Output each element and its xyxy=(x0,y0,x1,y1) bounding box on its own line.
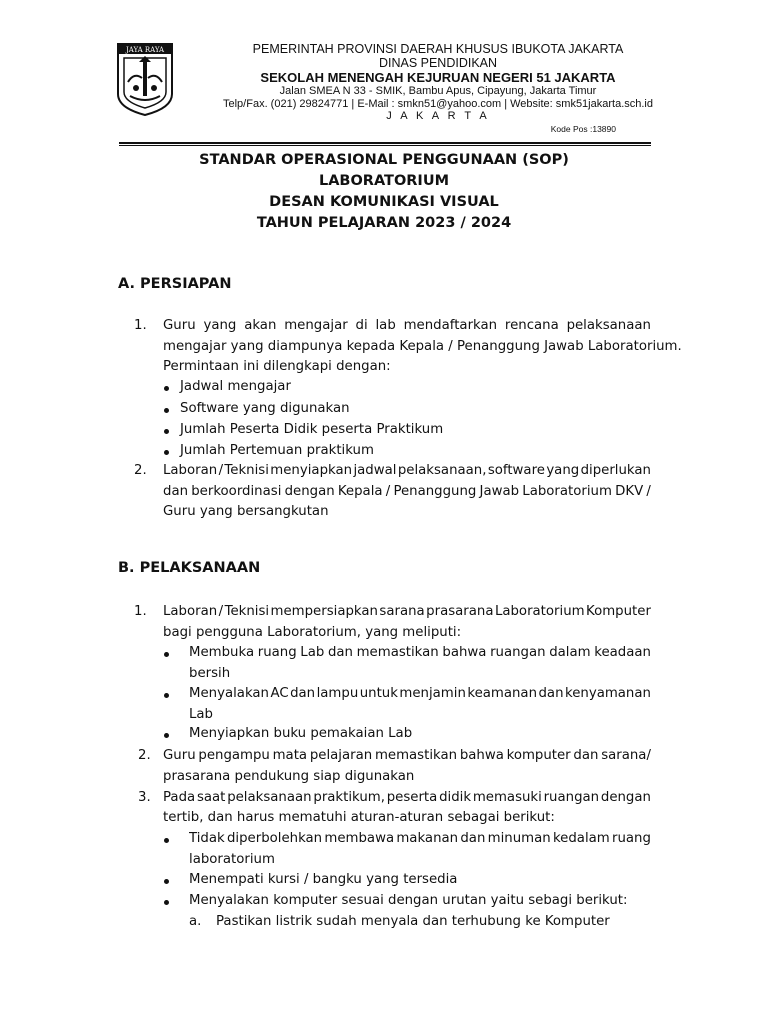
list-item: Tidak diperbolehkan membawa makanan dan minuman kedalam ruang xyxy=(189,831,651,846)
paragraph-line: Permintaan ini dilengkapi dengan: xyxy=(163,359,391,374)
list-number: 1. xyxy=(134,604,147,619)
paragraph-line: mengajar yang diampunya kepada Kepala / Penanggung Jawab Laboratorium. xyxy=(163,339,682,354)
list-item: Menyiapkan buku pemakaian Lab xyxy=(189,726,413,741)
paragraph-line: Laboran / Teknisi menyiapkan jadwal pelaksanaan, software yang diperlukan xyxy=(163,463,651,478)
paragraph-line: bagi pengguna Laboratorium, yang meliputi: xyxy=(163,625,462,640)
bullet-icon xyxy=(164,429,169,434)
list-item: Jumlah Pertemuan praktikum xyxy=(180,443,374,458)
list-item: Menyalakan komputer sesuai dengan urutan yaitu sebagi berikut: xyxy=(189,893,628,908)
letterhead-postal-code: Kode Pos :13890 xyxy=(550,124,616,134)
list-number: 2. xyxy=(134,463,147,478)
document-title-line-1: STANDAR OPERASIONAL PENGGUNAAN (SOP) xyxy=(199,152,569,168)
list-item: Menempati kursi / bangku yang tersedia xyxy=(189,872,458,887)
paragraph-line: Laboran / Teknisi mempersiapkan sarana prasarana Laboratorium Komputer xyxy=(163,604,651,619)
bullet-icon xyxy=(164,838,169,843)
paragraph-line: Pada saat pelaksanaan praktikum, peserta didik memasuki ruangan dengan xyxy=(163,790,651,805)
bullet-icon xyxy=(164,450,169,455)
sub-list-item: Pastikan listrik sudah menyala dan terhubung ke Komputer xyxy=(216,914,610,929)
list-item-continuation: laboratorium xyxy=(189,852,275,867)
paragraph-line: tertib, dan harus mematuhi aturan-aturan sebagai berikut: xyxy=(163,810,555,825)
document-title-line-3: DESAN KOMUNIKASI VISUAL xyxy=(269,194,499,210)
bullet-icon xyxy=(164,879,169,884)
bullet-icon xyxy=(164,408,169,413)
list-number: 3. xyxy=(138,790,151,805)
letterhead-contact: Telp/Fax. (021) 29824771 | E-Mail : smkn51@yahoo.com | Website: smk51jakarta.sch.id xyxy=(223,98,653,110)
list-item: Software yang digunakan xyxy=(180,401,350,416)
list-number: 1. xyxy=(134,318,147,333)
paragraph-line: Guru yang bersangkutan xyxy=(163,504,329,519)
letterhead-school-name: SEKOLAH MENENGAH KEJURUAN NEGERI 51 JAKARTA xyxy=(260,70,616,85)
bullet-icon xyxy=(164,386,169,391)
bullet-icon xyxy=(164,900,169,905)
section-a-heading: A. PERSIAPAN xyxy=(118,276,232,292)
document-title-line-2: LABORATORIUM xyxy=(318,173,450,189)
bullet-icon xyxy=(164,693,169,698)
paragraph-line: Guru pengampu mata pelajaran memastikan bahwa komputer dan sarana/ xyxy=(163,748,651,763)
bullet-icon xyxy=(164,652,169,657)
list-item: Jadwal mengajar xyxy=(180,379,291,394)
paragraph-line: prasarana pendukung siap digunakan xyxy=(163,769,415,784)
section-b-heading: B. PELAKSANAAN xyxy=(118,560,261,576)
list-item: Jumlah Peserta Didik peserta Praktikum xyxy=(180,422,444,437)
list-item-continuation: Lab xyxy=(189,707,213,722)
list-number: 2. xyxy=(138,748,151,763)
sub-list-letter: a. xyxy=(189,914,202,929)
jakarta-emblem-logo xyxy=(116,42,174,117)
letterhead-city: J A K A R T A xyxy=(386,110,490,122)
letterhead-rule-thin xyxy=(119,145,651,146)
letterhead-rule-thick xyxy=(119,142,651,144)
document-title-line-4: TAHUN PELAJARAN 2023 / 2024 xyxy=(256,215,512,231)
svg-text:JAYA RAYA: JAYA RAYA xyxy=(125,46,165,54)
list-item: Menyalakan AC dan lampu untuk menjamin keamanan dan kenyamanan xyxy=(189,686,651,701)
letterhead-department: DINAS PENDIDIKAN xyxy=(378,56,498,70)
paragraph-line: Guru yang akan mengajar di lab mendaftarkan rencana pelaksanaan xyxy=(163,318,651,333)
bullet-icon xyxy=(164,733,169,738)
paragraph-line: dan berkoordinasi dengan Kepala / Penanggung Jawab Laboratorium DKV / xyxy=(163,484,651,499)
list-item: Membuka ruang Lab dan memastikan bahwa ruangan dalam keadaan xyxy=(189,645,651,660)
letterhead-address: Jalan SMEA N 33 - SMIK, Bambu Apus, Cipayung, Jakarta Timur xyxy=(279,85,597,97)
letterhead-government: PEMERINTAH PROVINSI DAERAH KHUSUS IBUKOTA JAKARTA xyxy=(252,42,624,56)
list-item-continuation: bersih xyxy=(189,666,231,681)
